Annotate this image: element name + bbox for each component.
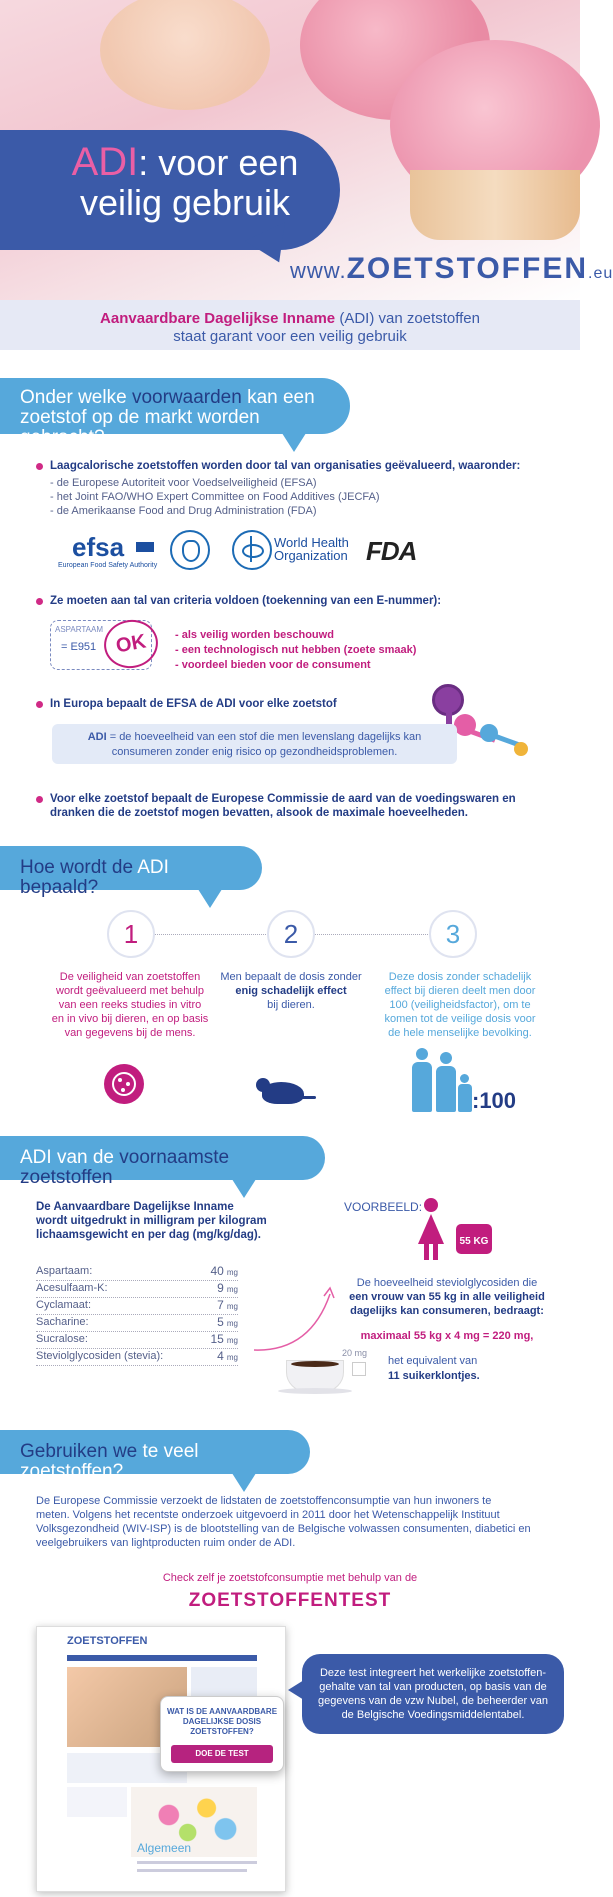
test-link[interactable]: ZOETSTOFFENTEST <box>188 1590 392 1611</box>
efsa-logo: efsa European Food Safety Authority <box>58 532 158 569</box>
criteria-list: - als veilig worden beschouwd - een technologisch nut hebben (zoete smaak) - voordeel bieden voor de consument <box>175 629 417 671</box>
example-text: De hoeveelheid steviolglycosiden die een vrouw van 55 kg in alle veiligheid dagelijks kan consumeren, bedraagt: <box>349 1277 545 1317</box>
step-number-3: 3 <box>429 910 477 958</box>
step-number-2: 2 <box>267 910 315 958</box>
brand-name: ZOETSTOFFEN <box>346 252 589 285</box>
scale-weight-badge: 55 KG <box>456 1224 492 1254</box>
table-row: Steviolglycosiden (stevia): 4 mg <box>36 1349 238 1366</box>
bullet-criteria: Ze moeten aan tal van criteria voldoen (toekenning van een E-nummer): <box>50 595 442 607</box>
table-row: Aspartaam: 40 mg <box>36 1264 238 1281</box>
title-adi: ADI <box>71 140 139 184</box>
adi-lead-text: De Aanvaardbare Dagelijkse Inname wordt uitgedrukt in milligram per kilogram lichaamsgewicht en per dag (mg/kg/dag). <box>36 1201 267 1241</box>
intro-banner: Aanvaardbare Dagelijkse Inname (ADI) van zoetstoffen staat garant voor een veilig gebruik <box>0 300 580 350</box>
divide-by-100: :100 <box>472 1088 517 1113</box>
table-row: Sacharine: 5 mg <box>36 1315 238 1332</box>
section-heading-tail <box>230 1176 258 1198</box>
fao-logo <box>170 530 210 570</box>
bullet-efsa-adi: In Europa bepaalt de EFSA de ADI voor elke zoetstof <box>50 698 337 710</box>
section-heading-tail <box>196 886 224 908</box>
curved-arrow-icon <box>250 1280 340 1360</box>
adi-definition-box: ADI = de hoeveelheid van een stof die men levenslang dagelijks kan consumeren zonder enig risico op gezondheidsproblemen. <box>52 724 457 764</box>
info-box-tail <box>288 1680 304 1700</box>
section-heading-tail <box>280 430 308 452</box>
bullet-dot <box>36 796 43 803</box>
who-logo-text: World Health Organization <box>274 535 349 563</box>
aspartame-card: ASPARTAAM = E951 <box>50 620 152 670</box>
step-connector <box>312 934 432 935</box>
cupcake-frosting-image <box>100 0 270 110</box>
sub-fda: - de Amerikaanse Food and Drug Administration (FDA) <box>50 505 317 517</box>
test-info-box: Deze test integreert het werkelijke zoetstoffen- gehalte van tal van producten, op basis van de gegevens van de vzw Nubel, de beheerder van de Belgische Voedingsmiddelentabel. <box>302 1654 564 1734</box>
mouse-icon <box>252 1076 316 1106</box>
bullet-dot <box>36 701 43 708</box>
example-label: VOORBEELD: <box>344 1200 423 1214</box>
sugar-equivalent: het equivalent van 11 suikerklontjes. <box>388 1355 480 1382</box>
example-formula: maximaal 55 kg x 4 mg = 220 mg, <box>360 1330 534 1342</box>
step-connector <box>152 934 272 935</box>
fda-logo: FDA <box>366 536 417 566</box>
woman-icon <box>414 1198 450 1260</box>
section-heading-how-adi: Hoe wordt de ADI bepaald? <box>0 846 262 890</box>
bullet-evaluators: Laagcalorische zoetstoffen worden door tal van organisaties geëvalueerd, waaronder: <box>50 460 521 472</box>
do-test-button[interactable]: DOE DE TEST <box>171 1745 273 1763</box>
step-text-3: Deze dosis zonder schadelijk effect bij dieren deelt men door 100 (veiligheidsfactor), om te komen tot de veilige dosis voor de hele menselijke bevolking. <box>384 971 536 1039</box>
consumption-paragraph: De Europese Commissie verzoekt de lidstaten de zoetstoffenconsumptie van hun inwoners te meten. Volgens het recentste onderzoek uitgevoerd in 2011 door het Wetenschappelijk Instituut Volksgezondheid (WIV-ISP) is de blootstelling van de Belgische volwassen consumenten, diabetici en veelgebruikers van lightproducten ruim onder de ADI. <box>36 1495 531 1549</box>
who-emblem-logo <box>232 530 272 570</box>
sub-jecfa: - het Joint FAO/WHO Expert Committee on Food Additives (JECFA) <box>50 491 380 503</box>
step-text-1: De veiligheid van zoetstoffen wordt geëvalueerd met behulp van een reeks studies in vitro en in vivo bij dieren, en op basis van gegevens bij de mens. <box>51 971 209 1039</box>
section-heading-too-much: Gebruiken we te veel zoetstoffen? <box>0 1430 310 1474</box>
website-screenshot: ZOETSTOFFEN Algemeen <box>36 1626 286 1892</box>
section-heading-conditions: Onder welke voorwaarden kan een zoetstof op de markt worden gebracht? <box>0 378 350 434</box>
table-row: Acesulfaam-K: 9 mg <box>36 1281 238 1298</box>
step-number-1: 1 <box>107 910 155 958</box>
step-text-2: Men bepaalt de dosis zonder enig schadelijk effect bij dieren. <box>220 971 362 1011</box>
section-heading-main-sweeteners: ADI van de voornaamste zoetstoffen <box>0 1136 325 1180</box>
page-title: ADI: voor een veilig gebruik <box>71 140 299 223</box>
petri-dish-icon <box>104 1064 144 1104</box>
section-heading-tail <box>230 1470 258 1492</box>
check-text: Check zelf je zoetstofconsumptie met behulp van de <box>162 1572 418 1584</box>
sugar-cube-icon <box>352 1362 366 1376</box>
ok-stamp: OK <box>100 616 162 673</box>
table-row: Sucralose: 15 mg <box>36 1332 238 1349</box>
cupcake-liner-image <box>410 170 580 240</box>
adi-table <box>36 1264 238 1366</box>
bullet-dot <box>36 598 43 605</box>
test-popup: WAT IS DE AANVAARDBARE DAGELIJKSE DOSIS ZOETSTOFFEN? DOE DE TEST <box>160 1696 284 1772</box>
bullet-dot <box>36 463 43 470</box>
table-row: Cyclamaat: 7 mg <box>36 1298 238 1315</box>
sugar-cube-label: 20 mg <box>342 1348 368 1358</box>
saucer-icon <box>278 1388 352 1394</box>
sub-efsa: - de Europese Autoriteit voor Voedselveiligheid (EFSA) <box>50 477 317 489</box>
bullet-commission: Voor elke zoetstof bepaalt de Europese Commissie de aard van de voedingswaren en dranken die de zoetstof mogen bevatten, alsook de maximale hoeveelheden. <box>50 793 516 819</box>
website-link[interactable]: www.ZOETSTOFFEN.eu <box>290 252 613 285</box>
